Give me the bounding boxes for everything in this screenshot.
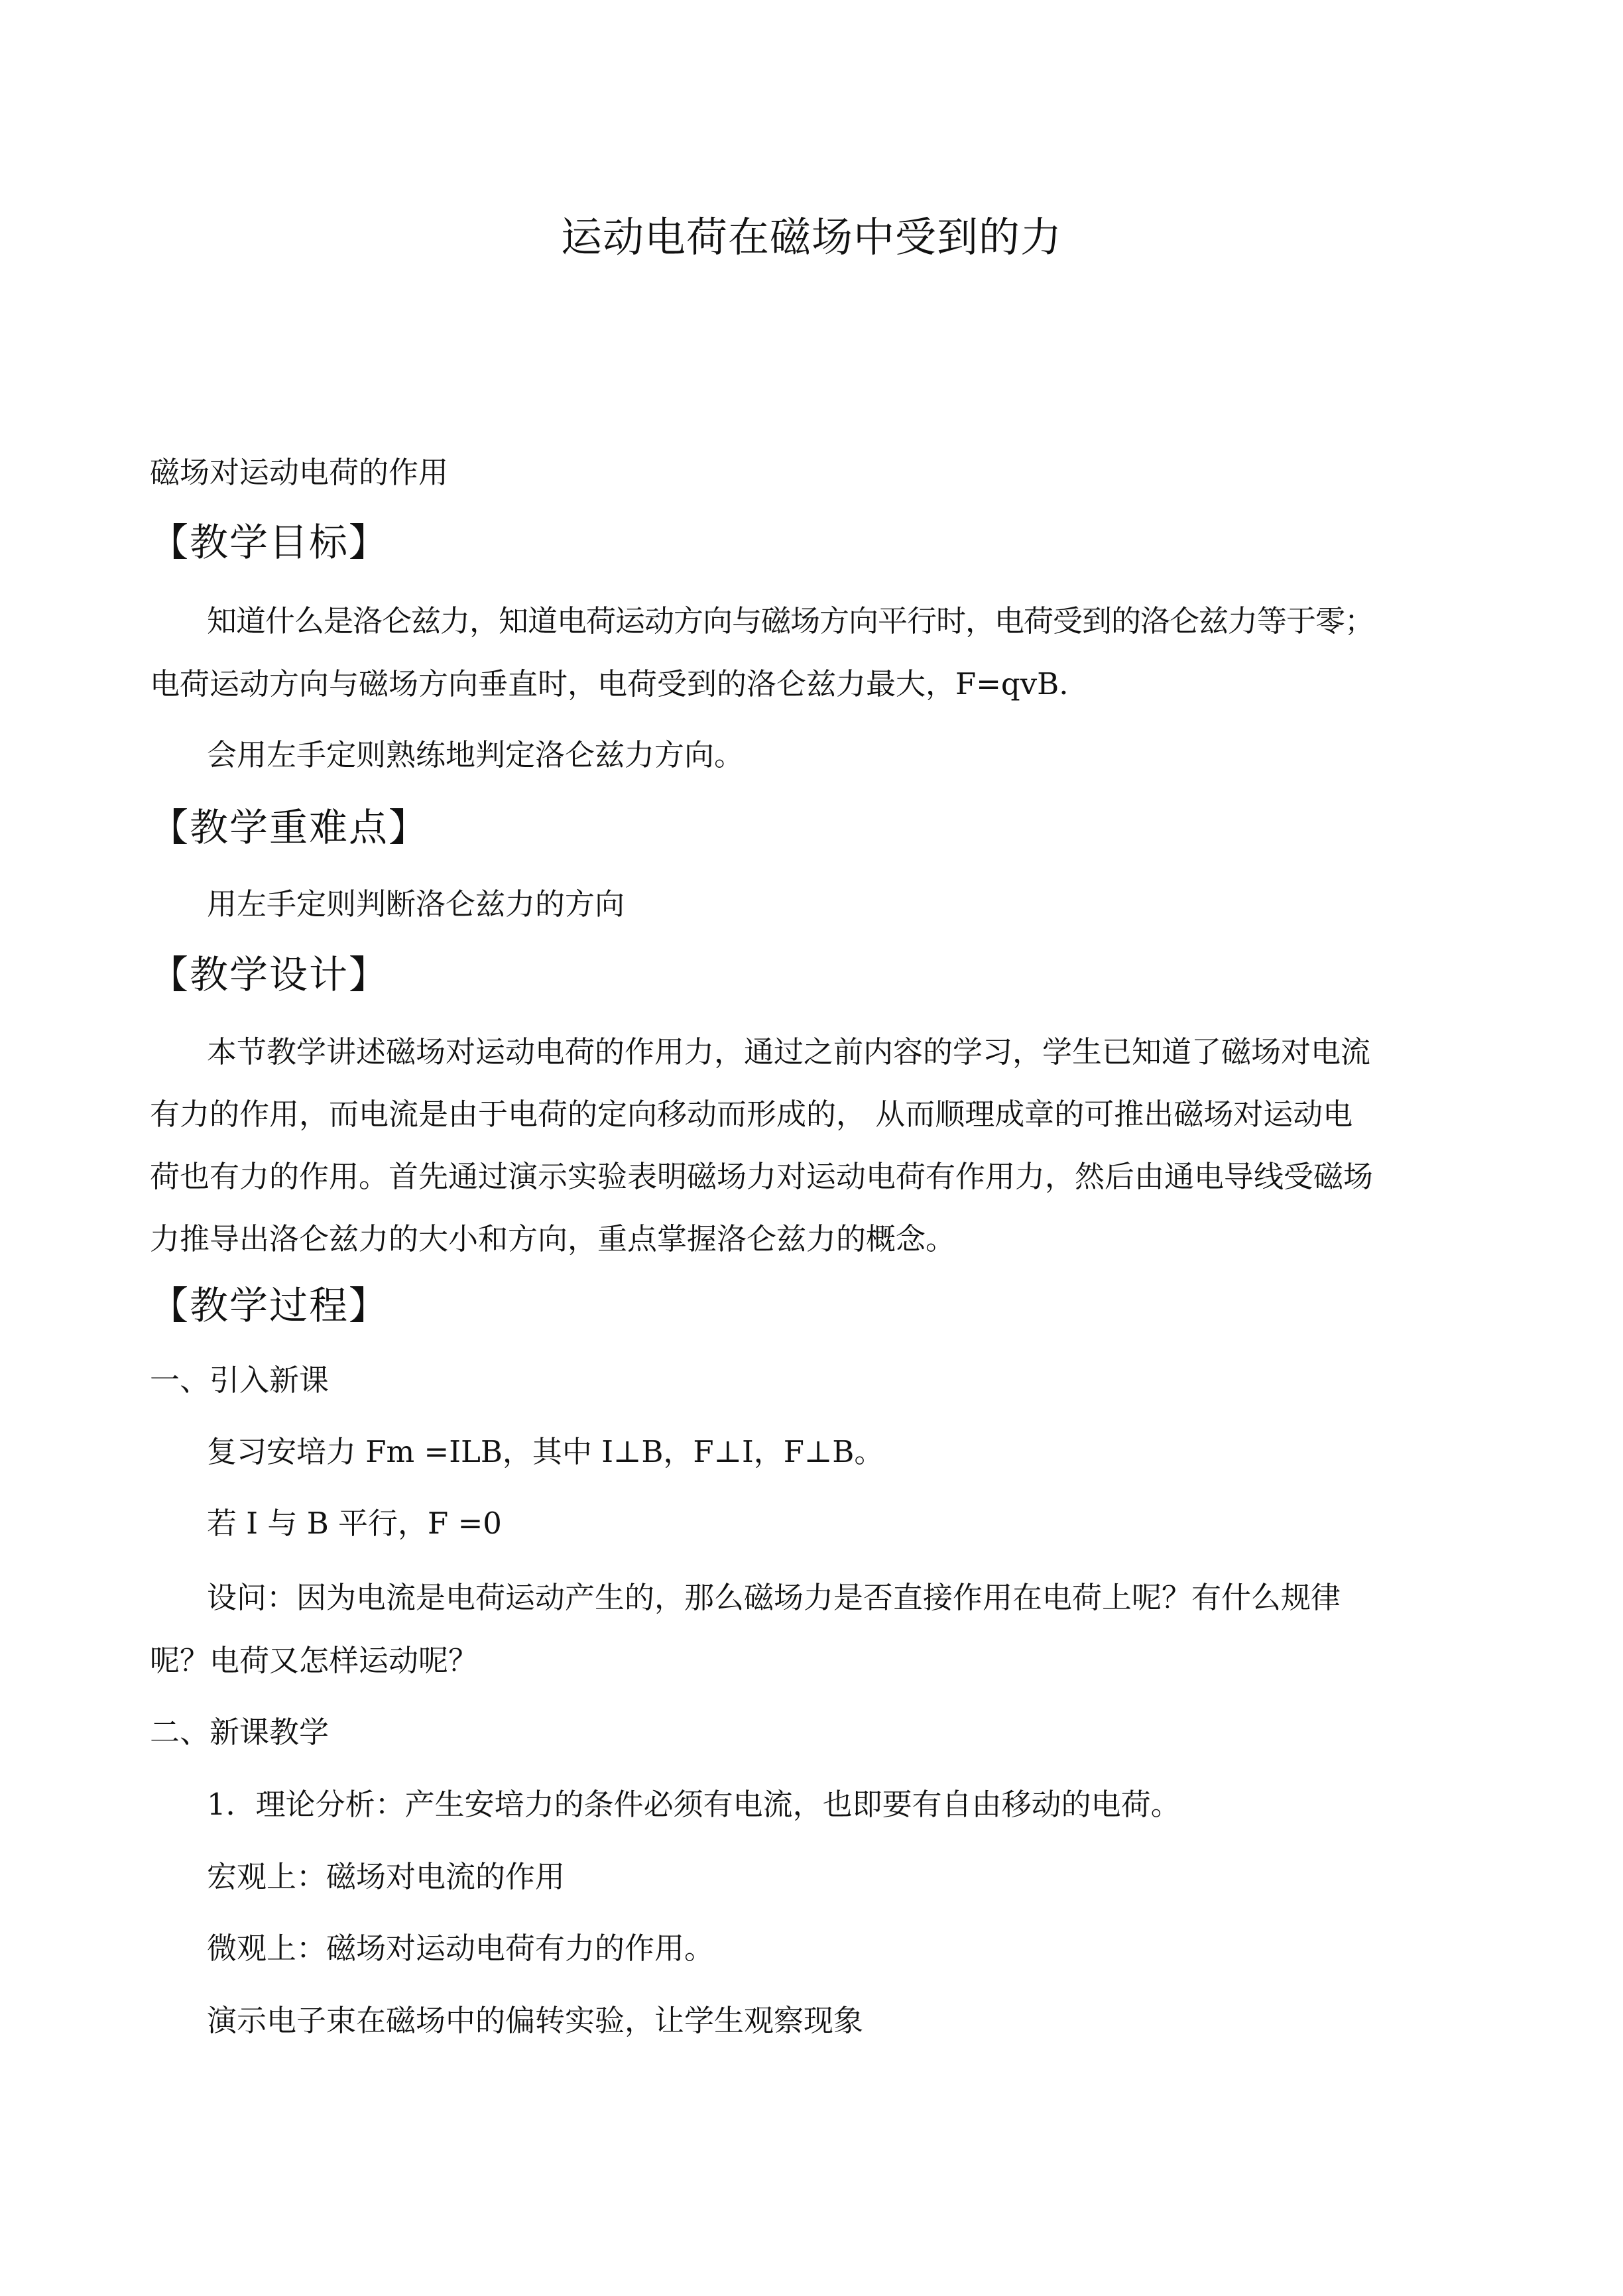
design-line-4: 力推导出洛仑兹力的大小和方向，重点掌握洛仑兹力的概念。 [150, 1221, 956, 1256]
process-part-1-title: 一、引入新课 [150, 1362, 330, 1398]
document-title: 运动电荷在磁场中受到的力 [560, 213, 1062, 261]
process-paragraph-3-line-2: 呢？电荷又怎样运动呢？ [150, 1643, 479, 1678]
goals-line-3: 会用左手定则熟练地判定洛仑兹力方向。 [207, 737, 745, 772]
design-line-1: 本节教学讲述磁场对运动电荷的作用力，通过之前内容的学习，学生已知道了磁场对电流 [207, 1034, 1371, 1069]
process-paragraph-6: 微观上：磁场对运动电荷有力的作用。 [207, 1931, 715, 1966]
process-paragraph-2: 若 I 与 B 平行，F =0 [207, 1506, 502, 1541]
document-subtitle: 磁场对运动电荷的作用 [150, 455, 449, 490]
process-part-2-title: 二、新课教学 [150, 1715, 330, 1750]
key-points-line-1: 用左手定则判断洛仑兹力的方向 [207, 886, 625, 922]
heading-key-points: 【教学重难点】 [150, 805, 429, 850]
process-paragraph-1: 复习安培力 Fm =ILB，其中 I⊥B，F⊥I，F⊥B。 [207, 1434, 884, 1469]
heading-design: 【教学设计】 [150, 952, 389, 997]
design-line-2: 有力的作用，而电流是由于电荷的定向移动而形成的， 从而顺理成章的可推出磁场对运动电 [150, 1097, 1353, 1132]
goals-line-2: 电荷运动方向与磁场方向垂直时，电荷受到的洛仑兹力最大，F=qvB. [150, 666, 1069, 701]
process-paragraph-3-line-1: 设问：因为电流是电荷运动产生的，那么磁场力是否直接作用在电荷上呢？有什么规律 [207, 1580, 1341, 1615]
goals-line-1: 知道什么是洛仑兹力，知道电荷运动方向与磁场方向平行时，电荷受到的洛仑兹力等于零； [207, 603, 1374, 638]
process-paragraph-7: 演示电子束在磁场中的偏转实验，让学生观察现象 [207, 2003, 864, 2038]
heading-goals: 【教学目标】 [150, 520, 389, 565]
heading-process: 【教学过程】 [150, 1283, 389, 1328]
process-paragraph-5: 宏观上：磁场对电流的作用 [207, 1859, 566, 1894]
design-line-3: 荷也有力的作用。首先通过演示实验表明磁场力对运动电荷有作用力，然后由通电导线受磁场 [150, 1159, 1374, 1194]
process-paragraph-4: 1．理论分析：产生安培力的条件必须有电流，也即要有自由移动的电荷。 [207, 1787, 1181, 1822]
